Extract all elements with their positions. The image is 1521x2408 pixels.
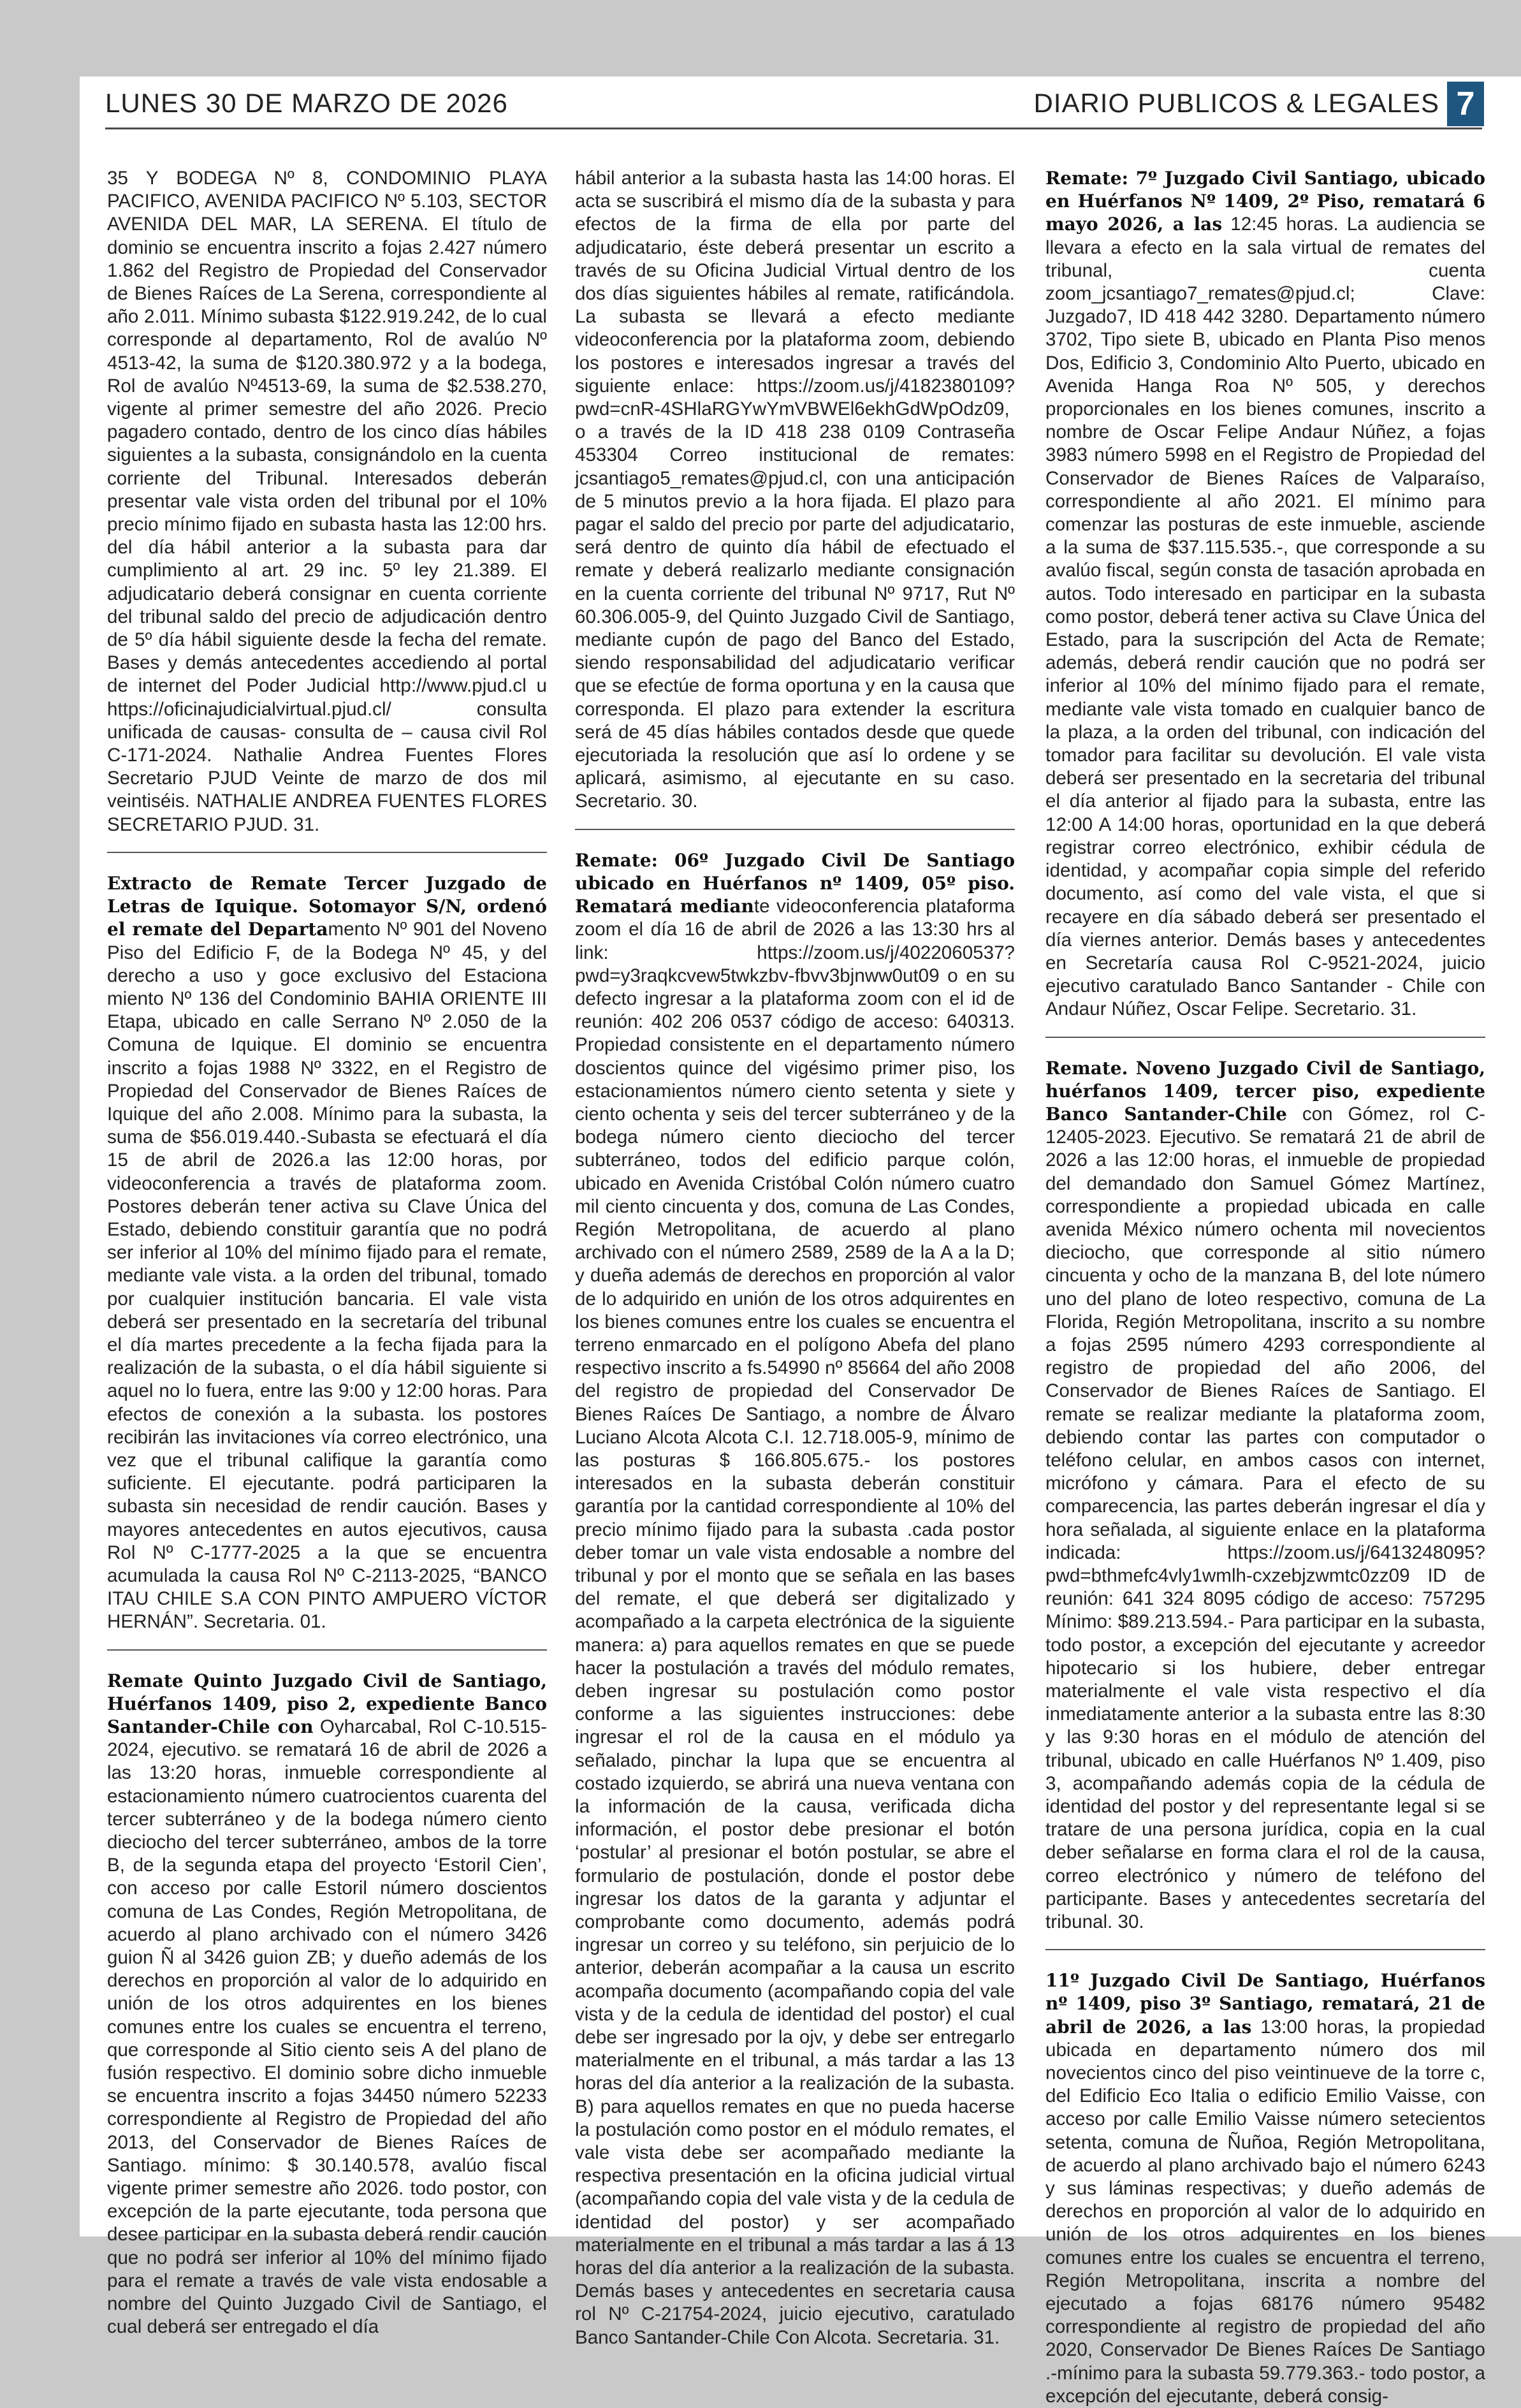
notice-septimo-juzgado [1045,167,1485,1021]
column-3 [1045,167,1485,2408]
notice-continued-quinto-juzgado: hábil anterior a la subasta hasta las 14:00 horas. El acta se suscribirá el mismo día de la subasta y para efectos de la firma de ella por parte del adjudicatario, éste deberá presentar un escrito a través de su Oficina Judicial Virtual dentro de los dos días siguientes hábiles al remate, ratificándola. La subasta se llevará a efecto mediante videoconferencia por la plataforma zoom, debiendo los postores e interesados ingresar a través del siguiente enlace: https://zoom.us/j/4182380109?pwd=cnR-4SHlaRGYwYmVBWEl6ekhGdWpOdz09, o a través de la ID 418 238 0109 Contraseña 453304 Correo institucional de remates: jcsantiago5_remates@pjud.cl, con una anticipación de 5 minutos previo a la hora fijada. El plazo para pagar el saldo del precio por parte del adjudicatario, será dentro de quinto día hábil de efectuado el remate y deberá realizarlo mediante consignación en la cuenta corriente del tribunal Nº 9717, Rut Nº 60.306.005-9, del Quinto Juzgado Civil de Santiago, mediante cupón de pago del Banco del Estado, siendo responsabilidad del adjudicatario verificar que se efectúe de forma oportuna y en la causa que corresponda. El plazo para extender la escritura será de 45 días hábiles contados desde que quede ejecutoriada la resolución que así lo ordene y se aplicará, asimismo, al ejecutante en su caso. Secretario. 30. [575,168,1015,812]
notice-sexto-juzgado [575,849,1015,2349]
notice-body: con Gómez, rol C-12405-2023. Ejecutivo. Se rematará 21 de abril de 2026 a las 12:00 horas, el inmueble de propiedad del demandado don Samuel Gómez Martínez, correspondiente a propiedad ubicada en calle avenida México número ochenta mil novecientos dieciocho, que corresponde al sitio número cincuenta y ocho de la manzana B, del lote número uno del plano de loteo respectivo, comuna de La Florida, Región Metropolitana, inscrito a su nombre a fojas 2595 número 4293 correspondiente al registro de propiedad del año 2006, del Conservador de Bienes Raíces de Santiago. El remate se realizar mediante la plataforma zoom, debiendo contar las partes con computador o teléfono celular, en ambos casos con internet, micrófono y cámara. Para el efecto de su comparecencia, las partes deberán ingresar el día y hora señalada, al siguiente enlace en la plataforma indicada: https://zoom.us/j/6413248095?pwd=bthmefc4vly1wmlh-cxzebjzwmtc0zz09 ID de reunión: 641 324 8095 código de acceso: 757295 Mínimo: $89.213.594.- Para participar en la subasta, todo postor, a excepción del ejecutante y acreedor hipotecario si los hubiere, deber entregar materialmente el vale vista respectivo el día inmediatamente anterior a la subasta entre las 8:30 y las 9:30 horas en el módulo de atención del tribunal, ubicado en calle Huérfanos Nº 1.409, piso 3, acompañando además copia de la cédula de identidad del postor y del representante legal si se tratare de una persona jurídica, copia en la cual deber señalarse en forma clara el rol de la causa, correo electrónico y número de teléfono del participante. Bases y antecedentes secretaría del tribunal. 30. [1045,1103,1485,1933]
notice-divider [1045,1949,1485,1950]
header-publication: DIARIO PUBLICOS & LEGALES [1033,88,1439,118]
notice-body: 12:45 horas. La audiencia se llevara a efecto en la sala virtual de remates del tribunal, cuenta zoom_jcsantiago7_remates@pjud.cl; Clave: Juzgado7, ID 418 442 3280. Departamento número 3702, Tipo siete B, ubicado en Planta Piso menos Dos, Edificio 3, Condominio Alto Puerto, ubicado en Avenida Hanga Roa Nº 505, y derechos proporcionales en los bienes comunes, inscrito a nombre de Oscar Felipe Andaur Núñez, a fojas 3983 número 5998 en el Registro de Propiedad del Conservador de Bienes Raíces de Valparaíso, correspondiente al año 2021. El mínimo para comenzar las posturas de este inmueble, asciende a la suma de $37.115.535.-, que corresponde a su avalúo fiscal, según consta de tasación aprobada en autos. Todo interesado en participar en la subasta como postor, deberá tener activa su Clave Única del Estado, para la suscripción del Acta de Remate; además, deberá rendir caución que no podrá ser inferior al 10% del mínimo fijado para el remate, mediante vale vista tomado en cualquier banco de la plaza, a la orden del tribunal, con indicación del tomador para facilitar su devolución. El vale vista deberá ser presentado en la secretaria del tribunal el día anterior al fijado para la subasta, entre las 12:00 A 14:00 horas, oportunidad en la que deberá registrar correo electrónico, exhibir cédula de identidad, y acompañar copia simple del referido documento, así como del vale vista, el que si recayere en día sábado deberá ser presentado el día viernes anterior. Demás bases y antecedentes en Secretaría causa Rol C-9521-2024, juicio ejecutivo caratulado Banco Santander - Chile con Andaur Núñez, Oscar Felipe. Secretario. 31. [1045,214,1485,1020]
header-date: LUNES 30 DE MARZO DE 2026 [105,88,508,118]
notice-heading: Remate. Noveno Juzgado Civil de Santiago, huérfanos 1409, tercer piso, expediente Banco Santander-Chile [1045,1057,1485,1125]
notice-continued-la-serena: 35 Y BODEGA Nº 8, CONDOMINIO PLAYA PACIFICO, AVENIDA PACIFICO Nº 5.103, SECTOR AVENIDA DEL MAR, LA SERENA. El título de dominio se encuentra inscrito a fojas 2.427 número 1.862 del Registro de Propiedad del Conservador de Bienes Raíces de La Serena, correspondiente al año 2.011. Mínimo subasta $122.919.242, de lo cual corresponde al departamento, Rol de avalúo Nº 4513-42, la suma de $120.380.972 y a la bodega, Rol de avalúo Nº4513-69, la suma de $2.538.270, vigente al primer semestre del año 2026. Precio pagadero contado, dentro de los cinco días hábiles siguientes a la subasta, consignándolo en la cuenta corriente del Tribunal. Interesados deberán presentar vale vista orden del tribunal por el 10% precio mínimo fijado en subasta hasta las 12:00 hrs. del día hábil anterior a la subasta para dar cumplimiento al art. 29 inc. 5º ley 21.389. El adjudicatario deberá consignar en cuenta corriente del tribunal saldo del precio de adjudicación dentro de 5º día hábil siguiente desde la fecha del remate. Bases y demás antecedentes accediendo al portal de internet del Poder Judicial http://www.pjud.cl u https://oficinajudicialvirtual.pjud.cl/ consulta unificada de causas- consulta de – causa civil Rol C-171-2024. Nathalie Andrea Fuentes Flores Secretario PJUD Veinte de marzo de dos mil veintiséis. NATHALIE ANDREA FUENTES FLORES SECRETARIO PJUD. 31. [107,168,547,835]
notice-noveno-juzgado [1045,1057,1485,1934]
notice-heading: 11º Juzgado Civil De Santiago, Huérfanos nº 1409, piso 3º Santiago, rematará, 21 de abril de 2026, a las [1045,1970,1485,2038]
notice-body: 13:00 horas, la propiedad ubicada en departamento número dos mil novecientos cinco del piso veintinueve de la torre c, del Edificio Eco Italia o edificio Emilio Vaisse, con acceso por calle Emilio Vaisse número setecientos setenta, comuna de Ñuñoa, Región Metropolitana, de acuerdo al plano archivado bajo el número 6243 y sus láminas respectivas; y dueño además de derechos en proporción al valor de lo adquirido en unión de los otros adquirentes en los bienes comunes entre los cuales se encuentra el terreno, Región Metropolitana, inscrita a nombre del ejecutado a fojas 68176 número 95482 correspondiente al registro de propiedad del año 2020, Conservador De Bienes Raíces De Santiago .-mínimo para la subasta 59.779.363.- todo postor, a excepción del ejecutante, deberá consig- [1045,2016,1485,2407]
notice-quinto-juzgado [107,1670,547,2339]
notice-body: te videoconferencia plataforma zoom el día 16 de abril de 2026 a las 13:30 hrs al link: https://zoom.us/j/4022060537?pwd=y3raqkcvew5twkzbv-fbvv3bjnww0ut09 o en su defecto ingresar a la plataforma zoom con el id de reunión: 402 206 0537 código de acceso: 640313. Propiedad consistente en el departamento número doscientos quince del vigésimo primer piso, los estacionamientos número ciento setenta y siete y ciento ochenta y seis del tercer subterráneo y de la bodega número ciento dieciocho del tercer subterráneo, todos del edificio parque colón, ubicado en Avenida Cristóbal Colón número cuatro mil ciento cincuenta y dos, comuna de Las Condes, Región Metropolitana, de acuerdo al plano archivado con el número 2589, 2589 de la A a la D; y dueña además de derechos en proporción al valor de lo adquirido en unión de los otros adquirentes en los bienes comunes entre los cuales se encuentra el terreno enmarcado en el polígono Abefa del plano respectivo inscrito a fs.54990 nº 85664 del año 2008 del registro de propiedad del Conservador De Bienes Raíces De Santiago, a nombre de Álvaro Luciano Alcota Alcota C.I. 12.718.005-9, mínimo de las posturas $ 166.805.675.- los postores interesados en la subasta deberán constituir garantía por la cantidad correspondiente al 10% del precio mínimo fijado para la subasta .cada postor deber tomar un vale vista endosable a nombre del tribunal y por el monto que se señala en las bases del remate, el que deberá ser digitalizado y acompañado a la carpeta electrónica de la siguiente manera: a) para aquellos remates en que se puede hacer la postulación a través del módulo remates, deben ingresar su postulación como postor conforme a las siguientes instrucciones: debe ingresar el rol de la causa en el módulo ya señalado, pinchar la lupa que se encuentra al costado izquierdo, se abrirá una nueva ventana con la información de la causa, verificada dicha información, el postor debe presionar el botón ‘postular’ al presionar el botón postular, se abre el formulario de postulación, donde el postor debe ingresar los datos de la garanta y adjuntar el comprobante como documento, además podrá ingresar un correo y su teléfono, sin perjuicio de lo anterior, deberán acompañar a la causa un escrito acompaña documento (acompañando copia del vale vista y de la cedula de identidad del postor) el cual debe ser ingresado por la ojv, y debe ser entregarlo materialmente en el tribunal, a más tardar a las 13 horas del día anterior a la realización de la subasta. B) para aquellos remates en que no pueda hacerse la postulación como postor en el módulo remates, el vale vista debe ser acompañado mediante la respectiva presentación en la oficina judicial virtual (acompañando copia del vale vista y de la cedula de identidad del postor) y ser acompañado materialmente en el tribunal a más tardar a las á 13 horas del día anterior a la realización de la subasta. Demás bases y antecedentes en secretaria causa rol Nº C-21754-2024, juicio ejecutivo, caratulado Banco Santander-Chile Con Alcota. Secretaria. 31. [575,896,1015,2348]
notice-body: mento Nº 901 del Noveno Piso del Edificio F, de la Bodega Nº 45, y del derecho a uso y goce exclusivo del Estaciona miento Nº 136 del Condominio BAHIA ORIENTE III Etapa, ubicado en calle Serrano Nº 2.050 de la Comuna de Iquique. El dominio se encuentra inscrito a fojas 1988 Nº 3322, en el Registro de Propiedad del Conservador de Bienes Raíces de Iquique del año 2.008. Mínimo para la subasta, la suma de $56.019.440.-Subasta se efectuará el día 15 de abril de 2026.a las 12:00 horas, por videoconferencia a través de plataforma zoom. Postores deberán tener activa su Clave Única del Estado, debiendo constituir garantía que no podrá ser inferior al 10% del mínimo fijado para el remate, mediante vale vista. a la orden del tribunal, tomado por cualquier institución bancaria. El vale vista deberá ser presentado en la secretaría del tribunal el día martes precedente a la fecha fijada para la realización de la subasta, o el día hábil siguiente si aquel no lo fuera, entre las 9:00 y 12:00 horas. Para efectos de conexión a la subasta. los postores recibirán las invitaciones vía correo electrónico, una vez que el tribunal califique la garantía como suficiente. El ejecutante. podrá participaren la subasta sin necesidad de rendir caución. Bases y mayores antecedentes en autos ejecutivos, causa Rol Nº C-1777-2025 a la que se encuentra acumulada la causa Rol Nº C-2113-2025, “BANCO ITAU CHILE S.A CON PINTO AMPUERO VÍCTOR HERNÁN”. Secretaria. 01. [107,919,547,1633]
notice-divider [1045,1037,1485,1038]
notice-divider [575,829,1015,830]
notice-divider [107,1649,547,1651]
notice-heading: Extracto de Remate Tercer Juzgado de Letras de Iquique. Sotomayor S/N, ordenó el remate del Departa [107,872,547,940]
header-rule [105,128,1482,129]
notice-body: Oyharcabal, Rol C-10.515-2024, ejecutivo. se rematará 16 de abril de 2026 a las 13:20 horas, inmueble correspondiente al estacionamiento número cuatrocientos cuarenta del tercer subterráneo y de la bodega número ciento dieciocho del tercer subterráneo, ambos de la torre B, de la segunda etapa del proyecto ‘Estoril Cien’, con acceso por calle Estoril número doscientos comuna de Las Condes, Región Metropolitana, de acuerdo al plano archivado con el número 3426 guion Ñ al 3426 guion ZB; y dueño además de los derechos en proporción al valor de lo adquirido en unión de los otros adquirentes en los bienes comunes entre los cuales se encuentra el terreno, que corresponde al Sitio ciento seis A del plano de fusión respectivo. El dominio sobre dicho inmueble se encuentra inscrito a fojas 34450 número 52233 correspondiente al Registro de Propiedad del año 2013, del Conservador de Bienes Raíces de Santiago. mínimo: $ 30.140.578, avalúo fiscal vigente primer semestre año 2026. todo postor, con excepción de la parte ejecutante, toda persona que desee participar en la subasta deberá rendir caución que no podrá ser inferior al 10% del mínimo fijado para el remate a través de vale vista endosable a nombre del Quinto Juzgado Civil de Santiago, el cual deberá ser entregado el día [107,1716,547,2338]
column-1 [107,167,547,2339]
column-2 [575,167,1015,2349]
notice-iquique [107,872,547,1634]
notice-heading: Remate: 7º Juzgado Civil Santiago, ubicado en Huérfanos Nº 1409, 2º Piso, rematará 6 mayo 2026, a las [1045,168,1485,235]
notice-heading: Remate: 06º Juzgado Civil De Santiago ubicado en Huérfanos nº 1409, 05º piso. Rematará median [575,849,1015,917]
notice-divider [107,852,547,853]
page-number-badge: 7 [1447,82,1484,126]
notice-heading: Remate Quinto Juzgado Civil de Santiago, Huérfanos 1409, piso 2, expediente Banco Santander-Chile con [107,1670,547,1737]
notice-undecimo-juzgado [1045,1969,1485,2408]
